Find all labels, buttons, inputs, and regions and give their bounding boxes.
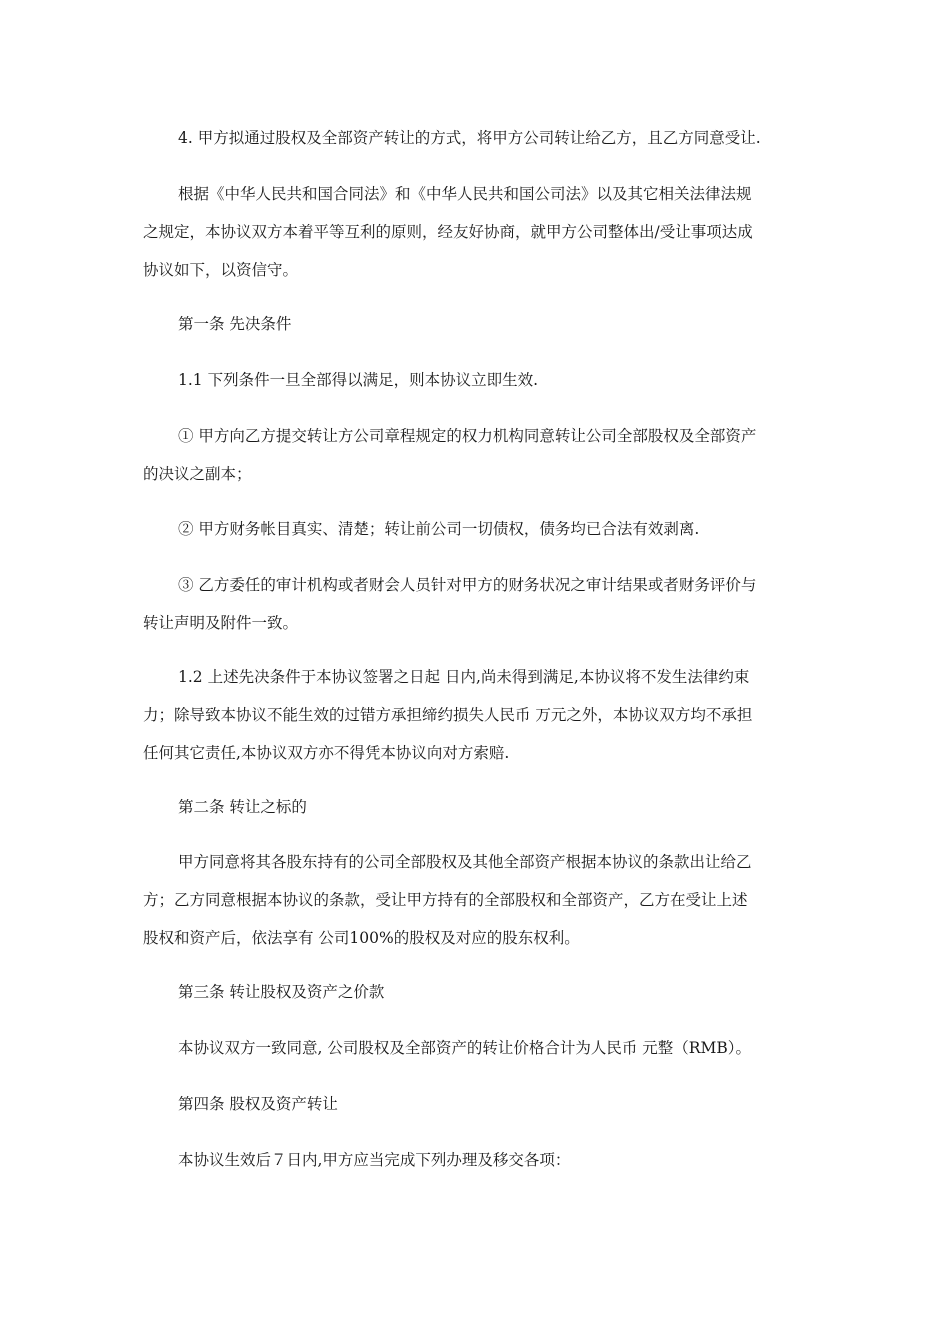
recital-basis-line-2: 之规定，本协议双方本着平等互利的原则，经友好协商，就甲方公司整体出/受让事项达成 [143, 223, 753, 241]
condition-item-1-line-2: 的决议之副本； [143, 465, 252, 483]
clause-1-1: 1.1 下列条件一旦全部得以满足，则本协议立即生效. [178, 371, 539, 389]
article-2-body-line-3: 股权和资产后，依法享有 公司100%的股权及对应的股东权利。 [143, 929, 580, 947]
condition-item-1 [143, 417, 815, 493]
recital-4: 4. 甲方拟通过股权及全部资产转让的方式，将甲方公司转让给乙方，且乙方同意受让. [178, 129, 761, 147]
condition-item-1-line-1: ① 甲方向乙方提交转让方公司章程规定的权力机构同意转让公司全部股权及全部资产 [178, 427, 757, 445]
clause-1-2 [143, 658, 815, 772]
article-2-body-line-2: 方；乙方同意根据本协议的条款，受让甲方持有的全部股权和全部资产，乙方在受让上述 [143, 891, 748, 909]
recital-basis-line-3: 协议如下，以资信守。 [143, 261, 299, 279]
recital-basis-line-1: 根据《中华人民共和国合同法》和《中华人民共和国公司法》以及其它相关法律法规 [178, 185, 752, 203]
article-2-body [143, 843, 815, 957]
article-3-title: 第三条 转让股权及资产之价款 [178, 983, 385, 1001]
article-2-body-line-1: 甲方同意将其各股东持有的公司全部股权及其他全部资产根据本协议的条款出让给乙 [178, 853, 752, 871]
article-1-title: 第一条 先决条件 [178, 315, 292, 333]
recital-basis-paragraph [143, 175, 815, 289]
condition-item-3 [143, 566, 815, 642]
condition-item-3-line-1: ③ 乙方委任的审计机构或者财会人员针对甲方的财务状况之审计结果或者财务评价与 [178, 576, 757, 594]
clause-1-2-line-3: 任何其它责任,本协议双方亦不得凭本协议向对方索赔. [143, 744, 510, 762]
condition-item-2: ② 甲方财务帐目真实、清楚；转让前公司一切债权，债务均已合法有效剥离. [178, 520, 700, 538]
article-4-title: 第四条 股权及资产转让 [178, 1095, 338, 1113]
article-4-body: 本协议生效后７日内,甲方应当完成下列办理及移交各项： [178, 1151, 571, 1169]
clause-1-2-line-1: 1.2 上述先决条件于本协议签署之日起 日内,尚未得到满足,本协议将不发生法律约束 [178, 668, 750, 686]
condition-item-3-line-2: 转让声明及附件一致。 [143, 614, 299, 632]
article-2-title: 第二条 转让之标的 [178, 798, 307, 816]
clause-1-2-line-2: 力；除导致本协议不能生效的过错方承担缔约损失人民币 万元之外，本协议双方均不承担 [143, 706, 753, 724]
article-3-body: 本协议双方一致同意, 公司股权及全部资产的转让价格合计为人民币 元整（RMB）。 [178, 1039, 751, 1057]
